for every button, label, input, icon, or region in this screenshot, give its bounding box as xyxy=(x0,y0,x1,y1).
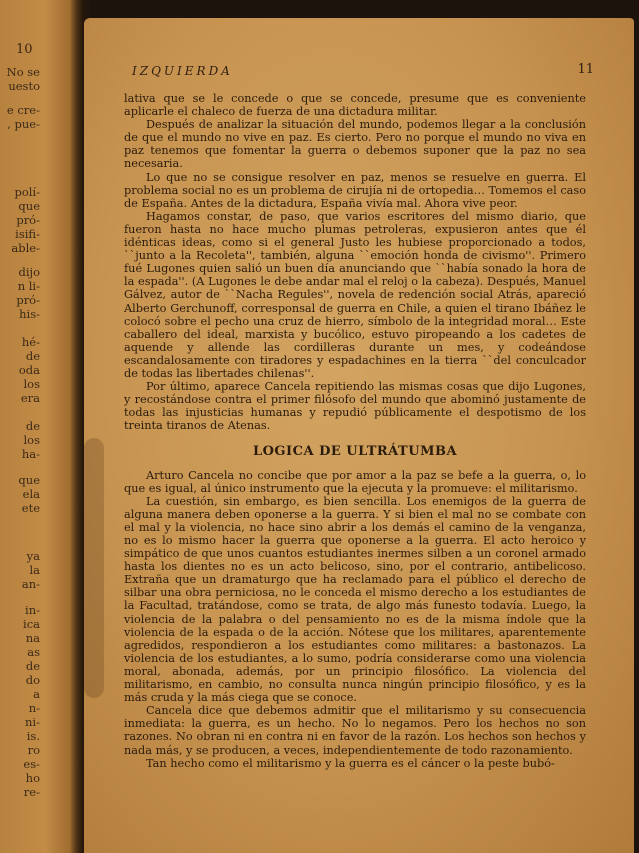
left-page-fragment: hé- xyxy=(21,335,40,349)
left-page-fragment: na xyxy=(25,631,40,645)
left-page-fragment: n- xyxy=(28,701,40,715)
left-page-fragment: as xyxy=(27,645,40,659)
left-page-fragment: do xyxy=(25,673,40,687)
paragraph: Arturo Cancela no concibe que por amor a la paz se befe a la guerra, o, lo que es igual, al único instrumento que la ejecuta y la promueve: el militarismo. xyxy=(124,468,586,495)
page-number: 11 xyxy=(577,62,594,77)
left-page-fragment: que xyxy=(18,473,40,487)
left-page-fragment: que xyxy=(18,199,40,213)
left-page-fragment: isifi- xyxy=(15,227,40,241)
left-page-fragment: polí- xyxy=(14,185,40,199)
left-page-fragment: los xyxy=(23,433,40,447)
left-page-fragment: ya xyxy=(26,549,40,563)
paragraph: Por último, aparece Cancela repitiendo las mismas cosas que dijo Lugones, y recostándose contra el primer filósofo del mundo que abominó justamente de todas las injusticias humanas y repudió públicamente el despotismo de los treinta tiranos de Atenas. xyxy=(124,380,586,433)
paragraph: Tan hecho como el militarismo y la guerra es el cáncer o la peste bubó- xyxy=(146,756,555,770)
left-page-fragment: dijo xyxy=(18,265,40,279)
page-body xyxy=(124,92,586,770)
left-page-fragment: ro xyxy=(27,743,40,757)
right-page xyxy=(84,18,634,853)
left-page-fragment: ela xyxy=(22,487,40,501)
left-page-fragment: uesto xyxy=(8,79,40,93)
left-page-fragment: pró- xyxy=(16,213,40,227)
left-page-fragment: No se xyxy=(6,65,40,79)
left-page-fragment: ica xyxy=(23,617,40,631)
paragraph: Hagamos constar, de paso, que varios escritores del mismo diario, que fueron hasta no hace mucho plumas petroleras, expusieron antes que él idénticas ideas, como si el general Justo les hubiese proporcionado a todos, ``junto a la Recoleta'', también, alguna ``emoción honda de civismo''. Primero fué Lugones quien salió un buen día anunciando que ``había sonado la hora de la espada''. (A Lugones le debe andar mal el reloj o la cabeza). Después, Manuel Gálvez, autor de ``Nacha Regules'', novela de redención social Atrás, apareció Alberto Gerchunoff, corresponsal de guerra en Chile, a quien el tirano Ibáñez le colocó sobre el pecho una cruz de hierro, símbolo de la integridad moral… Este caballero del ideal, marxista y bucólico, estuvo piropeando a los cadetes de aquende y allende las cordilleras durante un mes, y codeándose escandalosamente con tiradores y espadachines en la tierra ``del conculcador de todas las libertades chilenas''. xyxy=(124,209,586,380)
paragraph: La cuestión, sin embargo, es bien sencilla. Los enemigos de la guerra de alguna manera deben oponerse a la guerra. Y si bien el mal no se combate con el mal y la violencia, no hace sino abrir a los demás el camino de la venganza, no es lo mismo hacer la guerra que oponerse a la guerra. El acto heroico y simpático de que unos cuantos estudiantes inermes silben a un coronel armado hasta los dientes no es un acto belicoso, sino, por el contrario, antibelicoso. Extraña que un dramaturgo que ha reclamado para el público el derecho de silbar una obra perniciosa, no le conceda el mismo derecho a los estudiantes de la Facultad, tratándose, como se trata, de algo más funesto todavía. Luego, la violencia de la palabra o del pensamiento no es de la misma índole que la violencia de la espada o de la acción. Nótese que los militares, aparentemente agredidos, respondieron a los estudiantes como militares: a bastonazos. La violencia de los estudiantes, a lo sumo, podría considerarse como una violencia moral, abonada, además, por un principio filosófico. La violencia del militarismo, en cambio, no consulta nunca ningún principio filosófico, y es la más cruda y la más ciega que se conoce. xyxy=(124,494,586,705)
left-page-fragment: his- xyxy=(19,307,40,321)
paragraph: lativa que se le concede o que se concede, presume que es conveniente aplicarle el chaleco de fuerza de una dictadura militar. xyxy=(124,92,586,119)
left-page-fragment: la xyxy=(29,563,40,577)
left-page-fragment: in- xyxy=(25,603,40,617)
running-title: IZQUIERDA xyxy=(132,64,233,78)
paragraph: Lo que no se consigue resolver en paz, menos se resuelve en guerra. El problema social no es un problema de cirujía ni de ortopedia… Tomemos el caso de España. Antes de la dictadura, España vivía mal. Ahora vive peor. xyxy=(124,170,586,210)
left-page-fragment: is. xyxy=(26,729,40,743)
left-page-fragment: e cre- xyxy=(6,103,40,117)
left-page-fragment: , pue- xyxy=(7,117,40,131)
left-page-fragment: ha- xyxy=(21,447,40,461)
left-page-fragment: an- xyxy=(21,577,40,591)
left-page-fragment: de xyxy=(25,419,40,433)
left-page-fragment: re- xyxy=(23,785,40,799)
left-page-fragment: pró- xyxy=(16,293,40,307)
left-page-fragment: es- xyxy=(23,757,40,771)
left-page-fragment: era xyxy=(20,391,40,405)
left-page-fragment: ni- xyxy=(25,715,40,729)
left-page-number: 10 xyxy=(16,42,33,57)
section-heading: LOGICA DE ULTRÁTUMBA xyxy=(252,444,458,460)
left-page-fragment: de xyxy=(25,659,40,673)
left-page-fragment: de xyxy=(25,349,40,363)
left-page-fragment: ho xyxy=(25,771,40,785)
left-page-fragment: los xyxy=(23,377,40,391)
left-page-fragment: n li- xyxy=(17,279,40,293)
left-page-fragment: ete xyxy=(21,501,40,515)
page-stain xyxy=(84,438,104,698)
left-page-fragment: oda xyxy=(18,363,40,377)
left-page-fragment: a xyxy=(33,687,40,701)
paragraph: Cancela dice que debemos admitir que el militarismo y su consecuencia inmediata: la guerra, es un hecho. No lo negamos. Pero los hechos no son razones. No obran ni en contra ni en favor de la razón. Los hechos son hechos y nada más, y se producen, a veces, independientemente de todo razonamiento. xyxy=(124,704,586,757)
left-page-fragment: able- xyxy=(11,241,40,255)
paragraph: Después de analizar la situación del mundo, podemos llegar a la conclusión de que el mundo no vive en paz. Es cierto. Pero no porque el mundo no viva en paz tenemos que fomentar la guerra o debemos suponer que la paz no sea necesaria. xyxy=(124,118,586,171)
